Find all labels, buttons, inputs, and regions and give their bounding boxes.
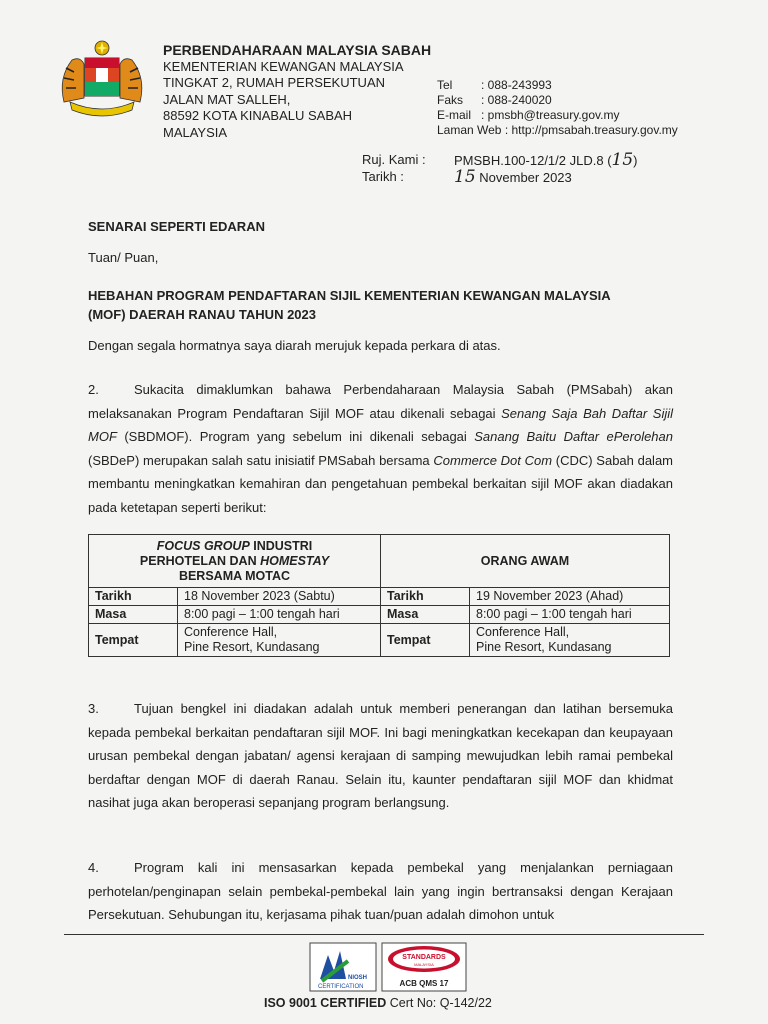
paragraph-2: 2. Sukacita dimaklumkan bahawa Perbendaharaan Malaysia Sabah (PMSabah) akan melaksanakan Program Pendaftaran Sijil MOF atau dikenali sebagai Senang Saja Bah Daftar Sijil MOF (SBDMOF). Program yang sebelum ini dikenali sebagai Sanang Baitu Daftar ePerolehan (SBDeP) merupakan salah satu inisiatif PMSabah bersama Commerce Dot Com (CDC) Sabah dalam membantu meningkatkan kemahiran dan pengetahuan pembekal berkaitan sijil MOF akan diadakan pada ketetapan seperti berikut: [88,382,674,515]
paragraph-4: 4. Program kali ini mensasarkan kepada pembekal yang menjalankan perniagaan perhotelan/penginapan selain pembekal-pembekal lain yang ingin bertransaksi dengan Kerajaan Persekutuan. Sehubungan itu, kerjasama pihak tuan/puan adalah dimohon untuk [88,860,673,922]
iso-certification: ISO 9001 CERTIFIED Cert No: Q-142/22 [264,996,492,1010]
date-value: 15 November 2023 [454,167,572,187]
org-name: PERBENDAHARAAN MALAYSIA SABAH [163,42,432,58]
letterhead-contact [437,78,678,138]
date-label: Tarikh : [362,169,404,184]
schedule-table [88,534,670,657]
letterhead-address [163,42,431,141]
standards-label: STANDARDS [402,954,446,961]
fax-label: Faks [437,93,464,107]
address-line: MALAYSIA [163,124,228,140]
email-value: : pmsbh@treasury.gov.my [481,108,620,122]
table-row: Tempat Conference Hall, Pine Resort, Kundasang Tempat Conference Hall, Pine Resort, Kundasang [89,624,670,657]
fax-value: : 088-240020 [481,93,552,107]
handwritten-ref-number: 15 [611,150,634,170]
ref-label: Ruj. Kami : [362,152,426,167]
niosh-label: NIOSH [348,975,368,981]
footer-divider [64,934,704,935]
reference-block [362,152,638,186]
recipient-line: SENARAI SEPERTI EDARAN [88,219,265,234]
handwritten-day: 15 [454,167,476,187]
niosh-cert-label: CERTIFICATION [318,984,364,990]
address-line: JALAN MAT SALLEH, [163,91,291,107]
table-header-public: ORANG AWAM [381,535,670,588]
email-label: E-mail [437,108,472,122]
subject-heading: HEBAHAN PROGRAM PENDAFTARAN SIJIL KEMENTERIAN KEWANGAN MALAYSIA (MOF) DAERAH RANAU TAHUN 2023 [88,288,611,322]
tel-label: Tel [437,78,453,92]
paragraph-3: 3. Tujuan bengkel ini diadakan adalah untuk memberi penerangan dan latihan bersemuka kepada pembekal berkaitan pendaftaran sijil MOF. Ini bagi meningkatkan kecekapan dan keupayaan urusan pembekal dengan jabatan/ agensi kerajaan di samping mewujudkan lebih ramai pembekal berdaftar dengan MOF di daerah Ranau. Selain itu, kaunter pendaftaran sijil MOF dan khidmat nasihat juga akan beroperasi sepanjang program berlangsung. [88,701,673,810]
acb-label: ACB QMS 17 [399,979,449,988]
intro-paragraph: Dengan segala hormatnya saya diarah merujuk kepada perkara di atas. [88,338,501,353]
ref-value: PMSBH.100-12/1/2 JLD.8 (15) [454,150,638,170]
salutation: Tuan/ Puan, [88,250,159,265]
address-line: KEMENTERIAN KEWANGAN MALAYSIA [163,58,404,74]
certification-logos [308,941,468,993]
table-header-focus-group: FOCUS GROUP INDUSTRI PERHOTELAN DAN HOMESTAY BERSAMA MOTAC [89,535,381,588]
table-row: Masa 8:00 pagi – 1:00 tengah hari Masa 8:00 pagi – 1:00 tengah hari [89,606,670,624]
table-row: Tarikh 18 November 2023 (Sabtu) Tarikh 19 November 2023 (Ahad) [89,588,670,606]
address-line: 88592 KOTA KINABALU SABAH [163,108,353,123]
tel-value: : 088-243993 [481,78,552,92]
standards-sub-label: MALAYSIA [414,962,434,967]
website-value: Laman Web : http://pmsabah.treasury.gov.my [437,123,678,137]
coat-of-arms-logo [52,38,152,122]
address-line: TINGKAT 2, RUMAH PERSEKUTUAN [163,75,385,90]
